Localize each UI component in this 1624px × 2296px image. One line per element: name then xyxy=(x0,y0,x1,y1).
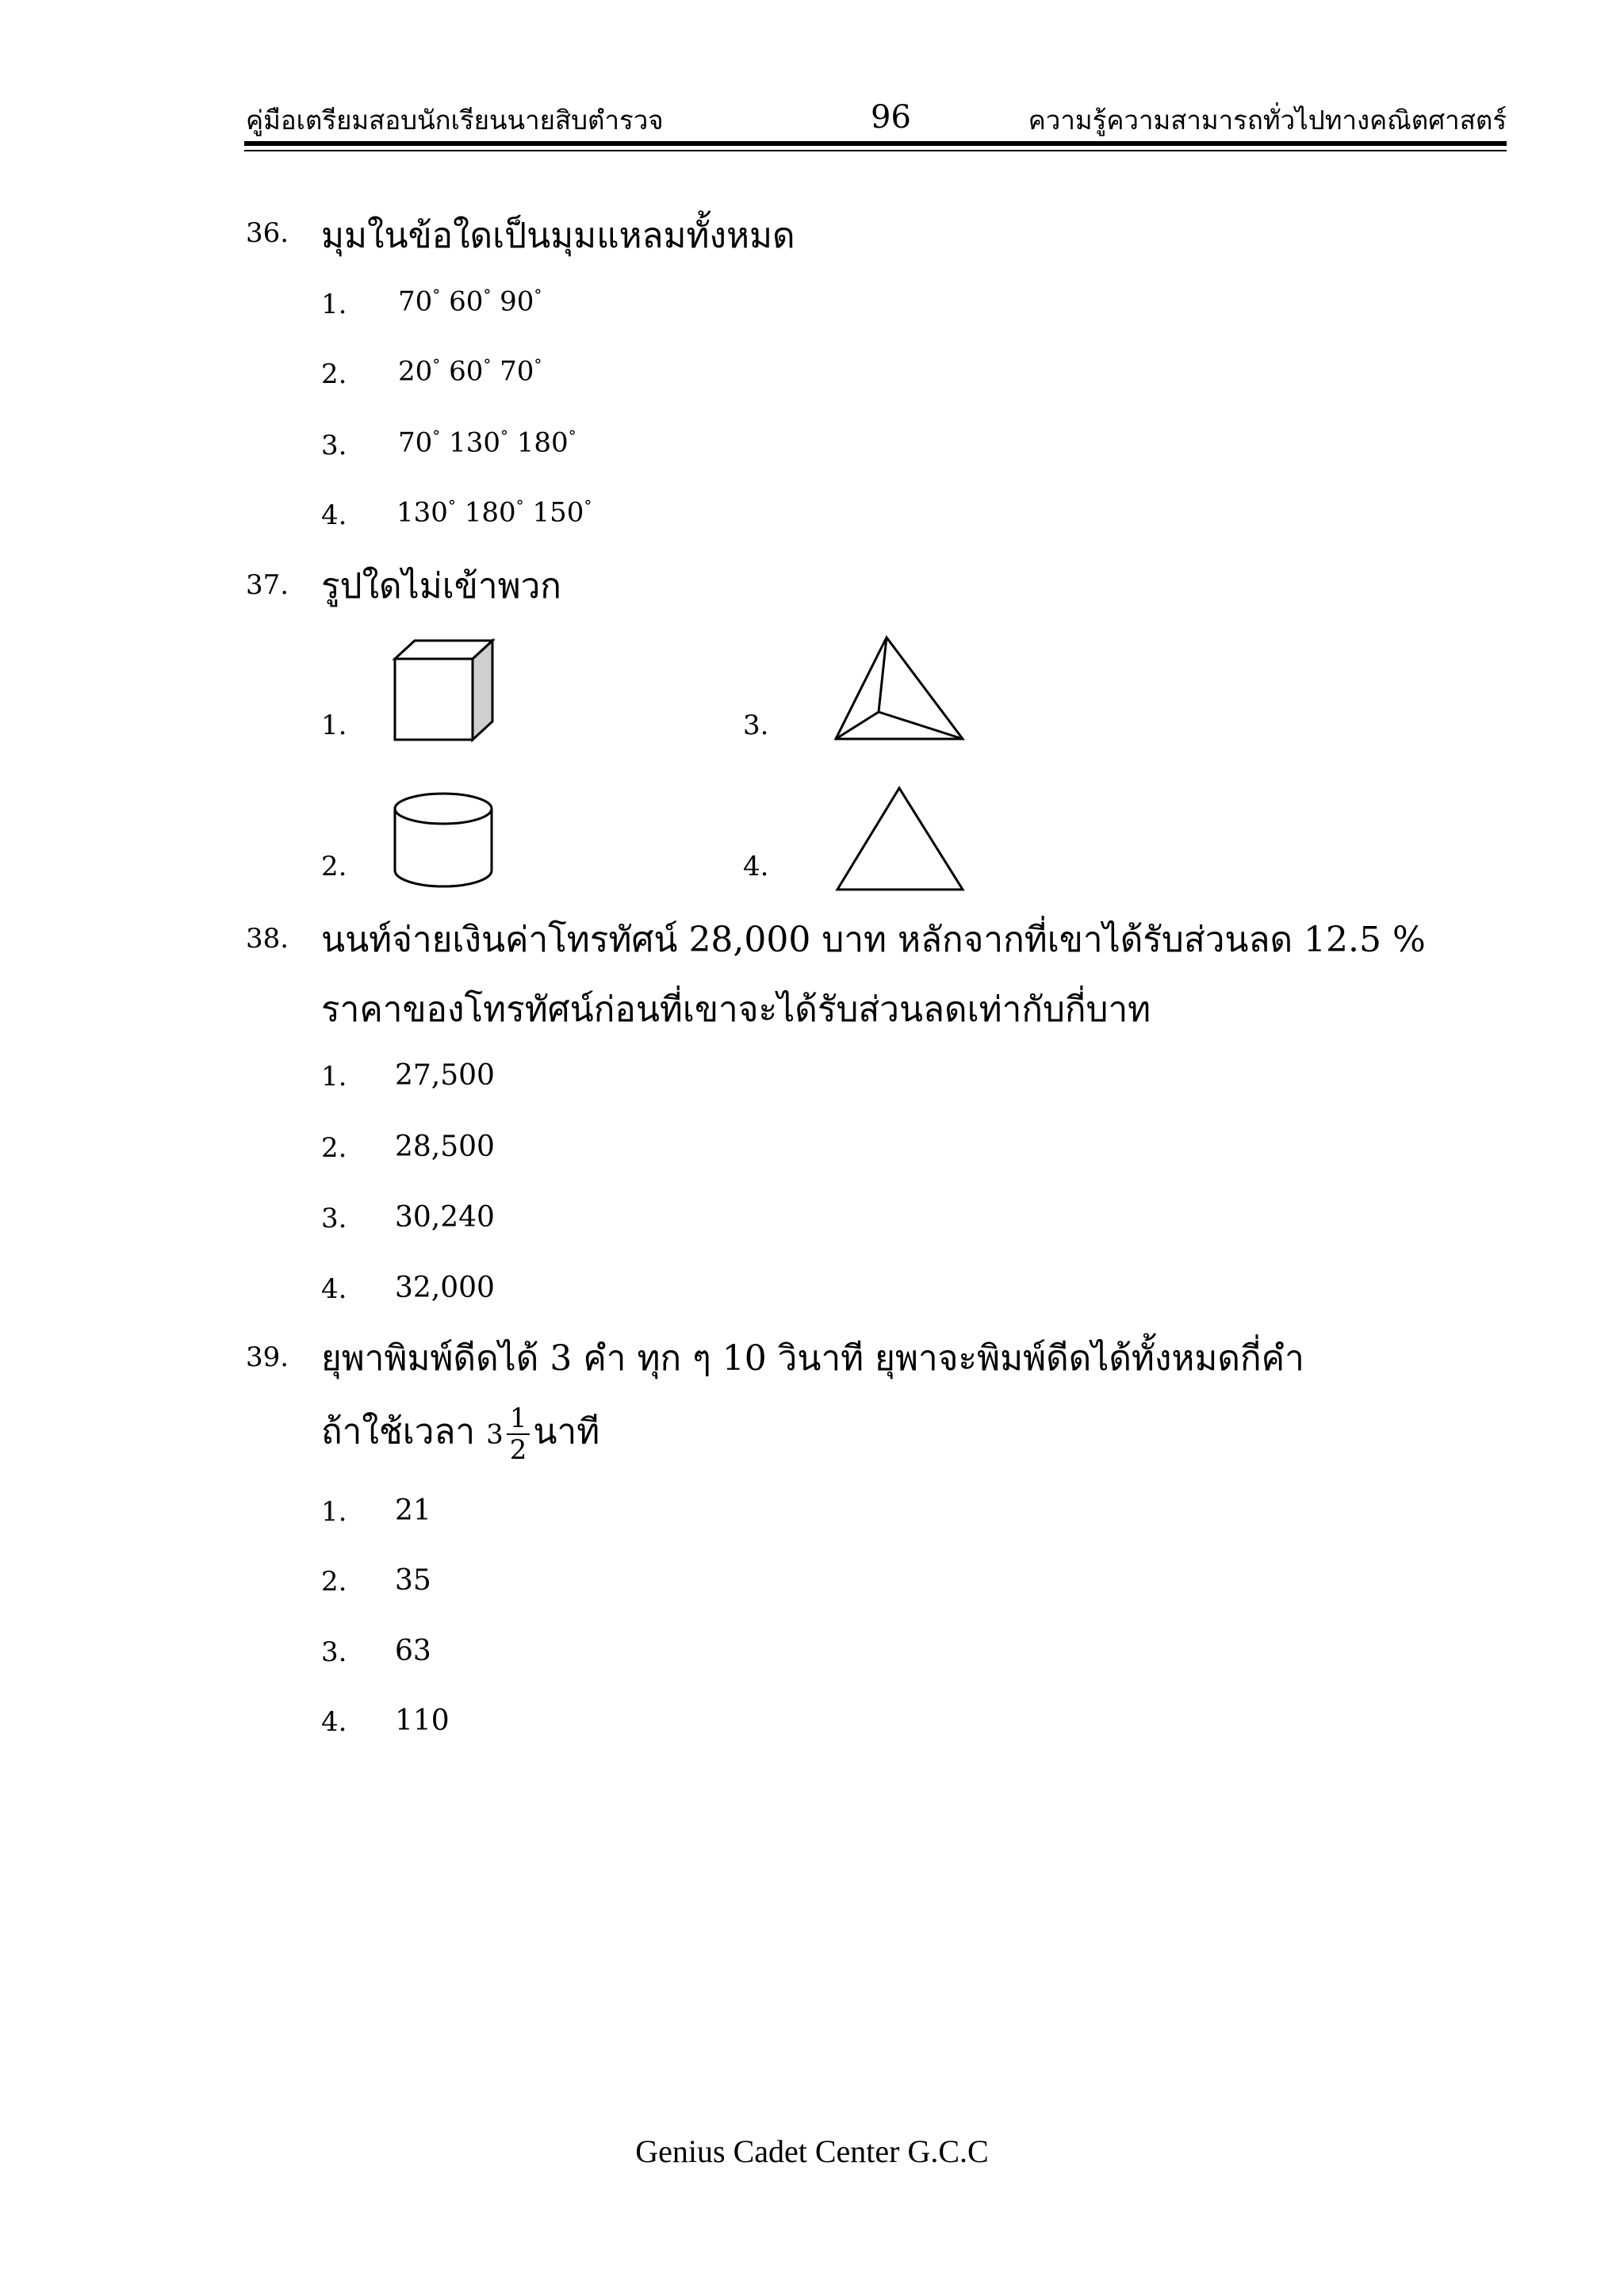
q37-option-3-number: 3. xyxy=(743,710,769,741)
q37-number: 37. xyxy=(246,569,289,601)
q37-option-2-number: 2. xyxy=(321,851,347,882)
q39-option-3-number: 3. xyxy=(321,1636,347,1668)
q38-text-line-2: ราคาของโทรทัศน์ก่อนที่เขาจะได้รับส่วนลดเท่ากับกี่บาท xyxy=(321,989,1151,1030)
q38-option-2-number: 2. xyxy=(321,1132,347,1164)
q36-number: 36. xyxy=(246,217,289,249)
q38-text-line-1: นนท์จ่ายเงินค่าโทรทัศน์ 28,000 บาท หลักจากที่เขาได้รับส่วนลด 12.5 % xyxy=(321,920,1426,960)
q37-option-1-number: 1. xyxy=(321,710,347,741)
cube-shape xyxy=(393,639,496,742)
mixed-fraction: $\frac{1}{2}$ xyxy=(507,1403,530,1465)
header-rule-thin xyxy=(244,150,1507,151)
q39-option-4-value: 110 xyxy=(395,1705,450,1737)
q39-option-2-number: 2. xyxy=(321,1566,347,1598)
q36-option-4-number: 4. xyxy=(321,499,347,531)
q39-text-line-1: ยุพาพิมพ์ดีดได้ 3 คำ ทุก ๆ 10 วินาที ยุพาจะพิมพ์ดีดได้ทั้งหมดกี่คำ xyxy=(321,1338,1304,1379)
q39-text-line-2: ถ้าใช้เวลา 3 $\frac{1}{2}$ นาที xyxy=(321,1402,600,1466)
q38-option-1-number: 1. xyxy=(321,1061,347,1093)
tetrahedron-shape xyxy=(834,636,964,742)
q36-text: มุมในข้อใดเป็นมุมแหลมทั้งหมด xyxy=(321,216,795,256)
q36-option-1-number: 1. xyxy=(321,289,347,320)
q37-option-4-number: 4. xyxy=(743,851,769,882)
q38-option-3-number: 3. xyxy=(321,1203,347,1234)
page-number: 96 xyxy=(871,99,911,136)
header-rule-thick xyxy=(244,141,1507,146)
q37-text: รูปใดไม่เข้าพวก xyxy=(321,566,561,607)
q39-number: 39. xyxy=(246,1341,289,1373)
q38-option-1-value: 27,500 xyxy=(395,1059,495,1092)
triangle-shape xyxy=(836,786,966,893)
header-book-title: คู่มือเตรียมสอบนักเรียนนายสิบตำรวจ xyxy=(246,105,664,136)
q36-option-3-angles: 70° 130° 180° xyxy=(398,427,576,459)
q36-option-1-angles: 70° 60° 90° xyxy=(398,285,542,318)
q38-option-4-number: 4. xyxy=(321,1273,347,1305)
header-subject: ความรู้ความสามารถทั่วไปทางคณิตศาสตร์ xyxy=(1028,105,1507,136)
q36-option-4-angles: 130° 180° 150° xyxy=(396,496,592,529)
q39-option-2-value: 35 xyxy=(395,1564,431,1597)
q38-option-3-value: 30,240 xyxy=(395,1201,495,1234)
q36-option-2-number: 2. xyxy=(321,358,347,390)
footer-publisher: Genius Cadet Center G.C.C xyxy=(635,2133,989,2169)
q38-option-2-value: 28,500 xyxy=(395,1131,495,1163)
q39-option-4-number: 4. xyxy=(321,1706,347,1738)
cylinder-shape xyxy=(393,791,496,890)
q39-option-1-number: 1. xyxy=(321,1496,347,1528)
q36-option-3-number: 3. xyxy=(321,430,347,461)
q38-number: 38. xyxy=(246,923,289,955)
q39-option-3-value: 63 xyxy=(395,1635,431,1667)
q39-option-1-value: 21 xyxy=(395,1494,431,1527)
q38-option-4-value: 32,000 xyxy=(395,1272,495,1304)
q36-option-2-angles: 20° 60° 70° xyxy=(398,355,542,388)
